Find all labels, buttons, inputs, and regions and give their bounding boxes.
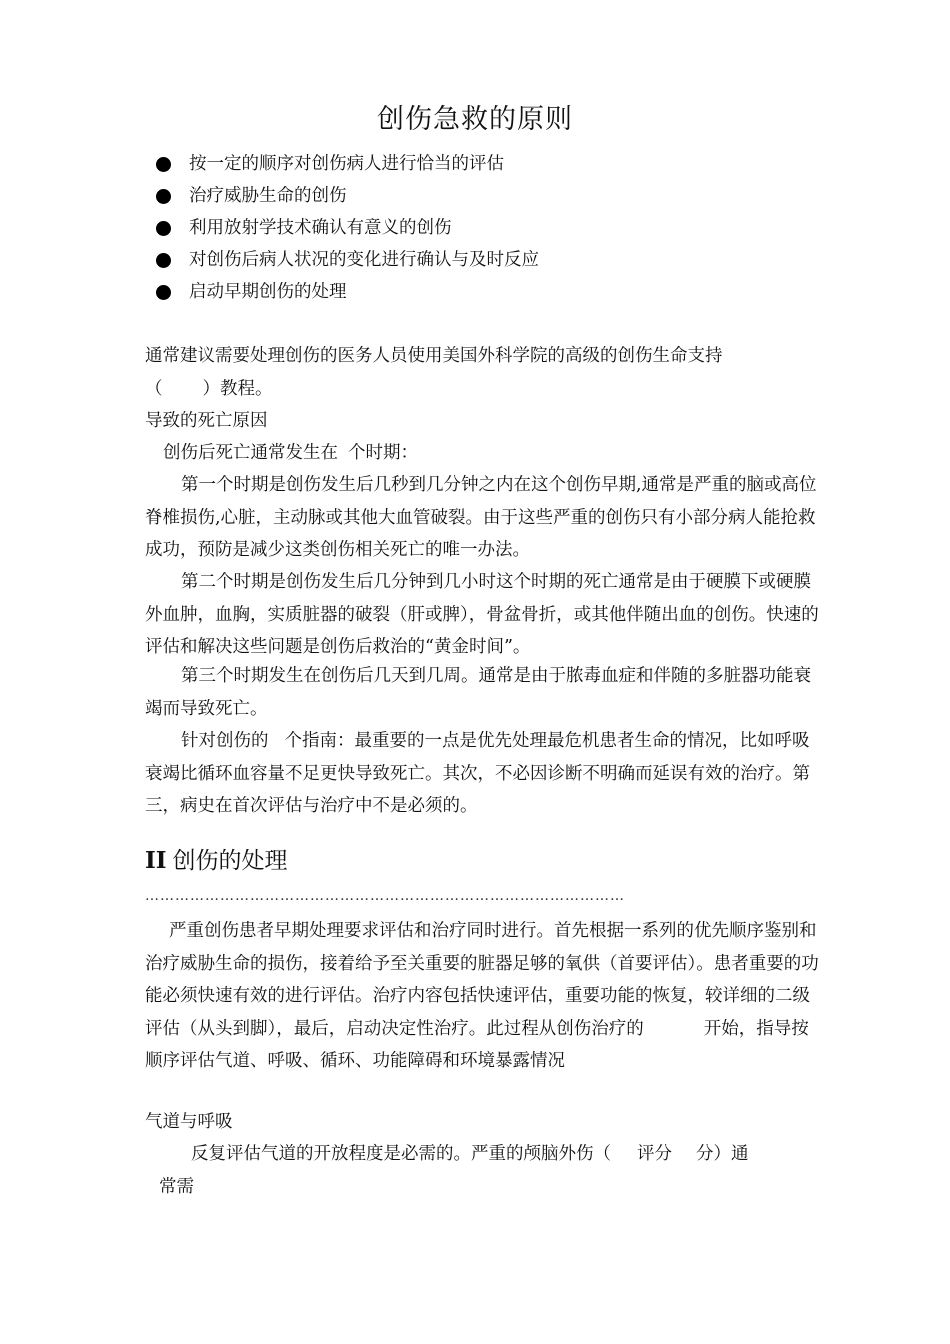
list-item: 启动早期创伤的处理	[150, 276, 539, 308]
intro-paragraph: 通常建议需要处理创伤的医务人员使用美国外科学院的高级的创伤生命支持 （ ）教程。	[145, 346, 723, 399]
period-two-paragraph: 第二个时期是创伤发生后几分钟到几小时这个时期的死亡通常是由于硬膜下或硬膜外血肿，血胸，实质脏器的破裂（肝或脾），骨盆骨折，或其他伴随出血的创伤。快速的评估和解决这些问题是创伤后救治的“黄金时间”。	[145, 572, 819, 657]
guideline-paragraph: 针对创伤的 个指南：最重要的一点是优先处理最危机患者生命的情况，比如呼吸衰竭比循环血容量不足更快导致死亡。其次，不必因诊断不明确而延误有效的治疗。第三，病史在首次评估与治疗中不是必须的。	[145, 731, 810, 816]
period-three-paragraph: 第三个时期发生在创伤后几天到几周。通常是由于脓毒血症和伴随的多脏器功能衰竭而导致死亡。	[145, 666, 811, 719]
bullet-icon	[156, 253, 171, 268]
list-item: 对创伤后病人状况的变化进行确认与及时反应	[150, 244, 539, 276]
airway-paragraph: 反复评估气道的开放程度是必需的。严重的颅脑外伤（ 评分 分）通 常需	[159, 1144, 749, 1197]
list-item: 治疗威胁生命的创伤	[150, 180, 539, 212]
bullet-icon	[156, 157, 171, 172]
management-paragraph: 严重创伤患者早期处理要求评估和治疗同时进行。首先根据一系列的优先顺序鉴别和治疗威胁生命的损伤，接着给予至关重要的脏器足够的氧供（首要评估）。患者重要的功能必须快速有效的进行评估。治疗内容包括快速评估，重要功能的恢复，较详细的二级评估（从头到脚），最后，启动决定性治疗。此过程从创伤治疗的 开始，指导按顺序评估气道、呼吸、循环、功能障碍和环境暴露情况	[145, 921, 819, 1071]
document-title: 创伤急救的原则	[377, 104, 573, 135]
list-item: 按一定的顺序对创伤病人进行恰当的评估	[150, 148, 539, 180]
dotted-separator: ……………………………………………………………………………………	[145, 888, 625, 904]
bullet-icon	[156, 221, 171, 236]
list-item: 利用放射学技术确认有意义的创伤	[150, 212, 539, 244]
bullet-icon	[156, 189, 171, 204]
section-heading: II 创伤的处理	[145, 847, 288, 874]
bullet-icon	[156, 285, 171, 300]
death-causes-heading: 导致的死亡原因	[145, 411, 268, 431]
death-intro: 创伤后死亡通常发生在 个时期：	[163, 443, 418, 463]
airway-heading: 气道与呼吸	[145, 1112, 233, 1132]
principles-list	[150, 148, 539, 308]
period-one-paragraph: 第一个时期是创伤发生后几秒到几分钟之内在这个创伤早期,通常是严重的脑或高位脊椎损伤,心脏，主动脉或其他大血管破裂。由于这些严重的创伤只有小部分病人能抢救成功，预防是减少这类创伤相关死亡的唯一办法。	[145, 475, 817, 560]
